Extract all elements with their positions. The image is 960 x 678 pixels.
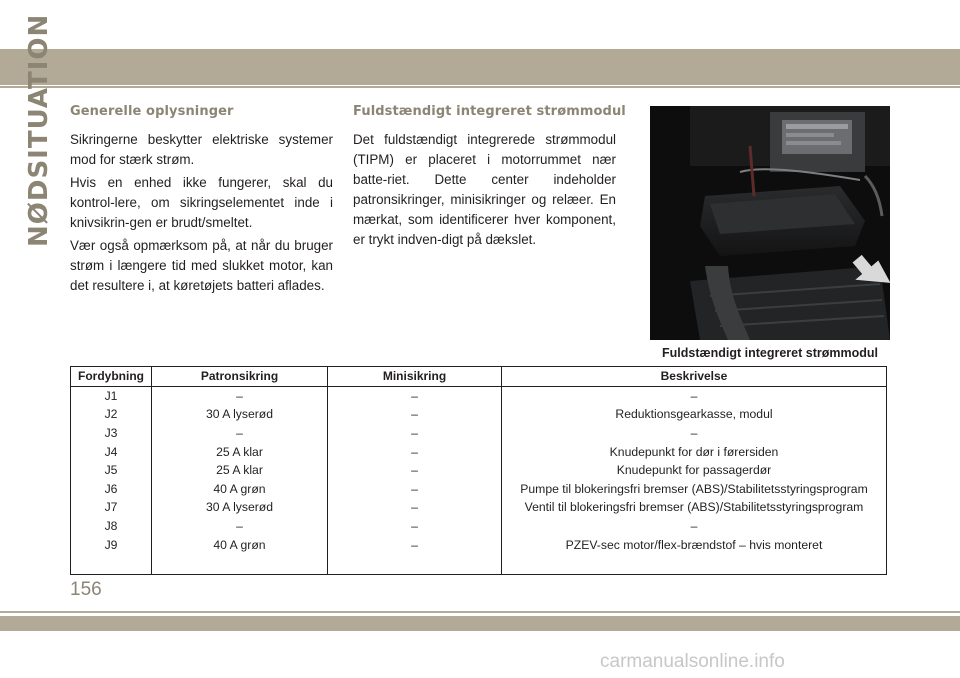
cell-mini: – [328, 535, 502, 575]
cell-cartridge: 30 A lyserød [152, 498, 328, 517]
engine-bay-illustration [650, 106, 890, 340]
cell-cartridge: – [152, 424, 328, 443]
table-row [71, 517, 887, 536]
table-row [71, 442, 887, 461]
paragraph-2: Hvis en enhed ikke fungerer, skal du kontrol-lere, om sikringselementet inde i knivsikrin-gen er brudt/smeltet. [70, 175, 333, 230]
heading-power-module: Fuldstændigt integreret strømmodul [353, 104, 626, 119]
paragraph-1: Sikringerne beskytter elektriske systemer mod for stærk strøm. [70, 132, 333, 167]
table-row [71, 480, 887, 499]
paragraph-power-module: Det fuldstændigt integrerede strømmodul (TIPM) er placeret i motorrummet nær batte-riet. Dette center indeholder patronsikringer, minisikringer og relæer. En mærkat, som identificerer hver komponent, er trykt indven-digt på dækslet. [353, 132, 616, 247]
fuse-table [70, 366, 887, 575]
cell-description: Pumpe til blokeringsfri bremser (ABS)/Stabilitetsstyringsprogram [502, 480, 887, 499]
cell-cavity: J1 [71, 386, 152, 405]
heading-general-info: Generelle oplysninger [70, 104, 234, 119]
cell-cavity: J9 [71, 535, 152, 575]
cell-cartridge: 30 A lyserød [152, 405, 328, 424]
cell-description: Ventil til blokeringsfri bremser (ABS)/Stabilitetsstyringsprogram [502, 498, 887, 517]
table-row [71, 405, 887, 424]
table-row [71, 461, 887, 480]
cell-mini: – [328, 498, 502, 517]
cell-description: Knudepunkt for dør i førersiden [502, 442, 887, 461]
col-header-cavity: Fordybning [71, 367, 152, 387]
cell-description: Reduktionsgearkasse, modul [502, 405, 887, 424]
section-tab-label: NØDSITUATION [24, 13, 54, 247]
bottom-band [0, 616, 960, 631]
cell-cavity: J3 [71, 424, 152, 443]
cell-cartridge: 25 A klar [152, 442, 328, 461]
table-row [71, 386, 887, 405]
cell-cavity: J6 [71, 480, 152, 499]
photo-caption: Fuldstændigt integreret strømmodul [662, 346, 878, 360]
cell-cartridge: – [152, 517, 328, 536]
cell-mini: – [328, 442, 502, 461]
cell-description: PZEV-sec motor/flex-brændstof – hvis monteret [502, 535, 887, 575]
cell-cartridge: 40 A grøn [152, 535, 328, 575]
col-header-cartridge-fuse: Patronsikring [152, 367, 328, 387]
cell-cavity: J2 [71, 405, 152, 424]
engine-bay-photo [650, 106, 890, 340]
page-number: 156 [70, 579, 102, 600]
watermark: carmanualsonline.info [600, 651, 785, 672]
cell-cavity: J4 [71, 442, 152, 461]
cell-cavity: J7 [71, 498, 152, 517]
table-row [71, 498, 887, 517]
bottom-rule [0, 611, 960, 613]
cell-description: Knudepunkt for passagerdør [502, 461, 887, 480]
cell-description: – [502, 517, 887, 536]
top-band [0, 49, 960, 85]
table-row [71, 535, 887, 575]
cell-cartridge: 25 A klar [152, 461, 328, 480]
col-header-mini-fuse: Minisikring [328, 367, 502, 387]
cell-mini: – [328, 424, 502, 443]
cell-mini: – [328, 517, 502, 536]
col-header-description: Beskrivelse [502, 367, 887, 387]
cell-description: – [502, 386, 887, 405]
cell-cavity: J8 [71, 517, 152, 536]
cell-mini: – [328, 461, 502, 480]
cell-mini: – [328, 405, 502, 424]
cell-description: – [502, 424, 887, 443]
top-rule [0, 86, 960, 88]
table-header-row [71, 367, 887, 387]
cell-cartridge: 40 A grøn [152, 480, 328, 499]
cell-cartridge: – [152, 386, 328, 405]
cell-mini: – [328, 480, 502, 499]
paragraph-3: Vær også opmærksom på, at når du bruger strøm i længere tid med slukket motor, kan det resultere i, at køretøjets batteri aflades. [70, 238, 333, 293]
cell-mini: – [328, 386, 502, 405]
table-row [71, 424, 887, 443]
cell-cavity: J5 [71, 461, 152, 480]
